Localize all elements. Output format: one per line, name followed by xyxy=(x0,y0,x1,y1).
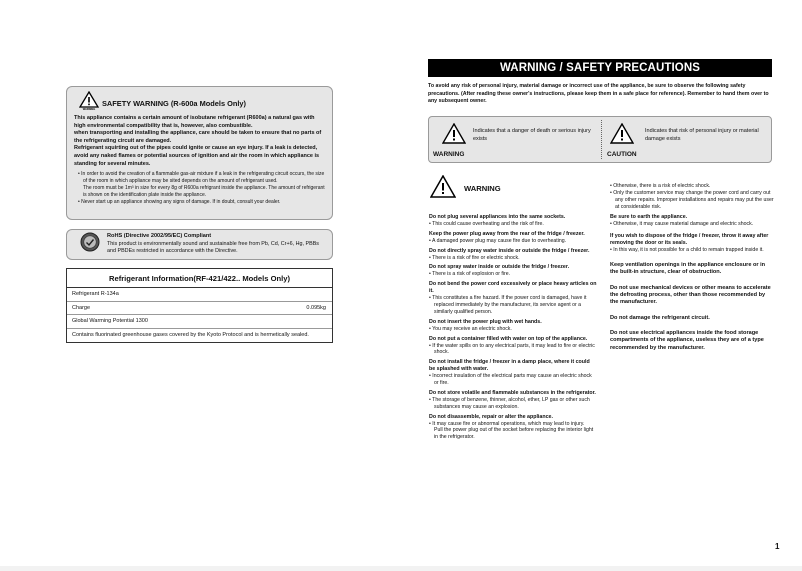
page-bottom-edge xyxy=(0,566,802,571)
warning-triangle-icon xyxy=(442,123,466,150)
rohs-seal-icon xyxy=(80,232,100,257)
intro-text: To avoid any risk of personal injury, material damage or incorrect use of the appliance, be sure to observe the following safety precautions. (After reading these owner's instructions, please keep them in a safe place for reference). Remember to hand them over to any subsequent owner. xyxy=(428,83,769,104)
warning-item: Do not bend the power cord excessively or place heavy articles on it. • This constitutes a fire hazard. If the power cord is damaged, have it replaced immediately by the manufacturer, its service agent or a similarly qualified person. xyxy=(429,281,597,315)
bullet-item: • In this way, it is not possible for a child to remain trapped inside it. xyxy=(610,247,764,254)
rohs-box xyxy=(66,229,333,260)
table-row: Contains fluorinated greenhouse gases covered by the Kyoto Protocol and is hermetically sealed. xyxy=(72,332,309,339)
warning-item-heading: Do not use mechanical devices or other means to accelerate the defrosting process, other than those recommended by the manufacturer. xyxy=(610,284,771,306)
warning-icon-caption: WARNING xyxy=(82,107,96,110)
warning-item: Keep the power plug away from the rear of the fridge / freezer. • A damaged power plug may cause fire due to overheating. xyxy=(429,230,585,244)
table-row: Charge 0.095kg xyxy=(67,302,332,316)
warning-item: Do not install the fridge / freezer in a damp place, where it could be splashed with water. • Incorrect insulation of the electrical parts may cause an electric shock or fire. xyxy=(429,359,592,387)
paragraph: This appliance contains a certain amount of isobutane refrigerant (R600a) a natural gas with high environmental compatibility that is, however, also combustible. xyxy=(74,115,315,129)
bullet-item: • Only the customer service may change the power cord and carry out any other repairs. Improper installations and repairs may put the user at considerable risk. xyxy=(610,189,774,210)
warning-item: Do not disassemble, repair or alter the appliance. • It may cause fire or abnormal operations, which may lead to injury. Pull the power plug out of the socket before replacing the interior light in the refrigerator. xyxy=(429,413,594,441)
bullet-continuation: The room must be 1m³ in size for every 8g of R600a refrigrant inside the appliance. The amount of refrigerant is shown on the identification plate inside the appliance. xyxy=(83,184,325,198)
page-number: 1 xyxy=(775,542,780,551)
warning-item-heading: If you wish to dispose of the fridge / freezer, throw it away after removing the door or its seals. xyxy=(610,233,769,247)
rohs-title: RoHS (Directive 2002/95/EC) Compliant xyxy=(107,233,212,240)
warning-section-heading xyxy=(430,175,501,201)
warning-item: Do not put a container filled with water on top of the appliance. • If the water spills on to any electrical parts, it may lead to fire or electric shock. xyxy=(429,335,595,356)
charge-value: 0.095kg xyxy=(306,304,326,311)
safety-warning-title: SAFETY WARNING (R-600a Models Only) xyxy=(102,98,247,108)
warning-item: Do not store volatile and flammable substances in the refrigerator. • The storage of benzene, thinner, alcohol, ether, LP gas or other such substances may cause an explosion. xyxy=(429,389,596,410)
warning-triangle-icon xyxy=(430,175,456,201)
warning-description: Indicates that a danger of death or serious injury exists xyxy=(473,128,591,142)
warning-item: Do not spray water inside or outside the fridge / freezer. • There is a risk of explosion or fire. xyxy=(429,264,570,278)
warning-item-heading: Do not damage the refrigerant circuit. xyxy=(610,314,710,321)
safety-warning-text xyxy=(74,115,325,168)
refrigerant-info-table xyxy=(66,268,333,343)
warning-item: Do not plug several appliances into the same sockets. • This could cause overheating and the risk of fire. xyxy=(429,214,566,227)
legend-divider xyxy=(601,120,602,159)
warning-item: Do not directly spray water inside or outside the fridge / freezer. • There is a risk of fire or electric shock. xyxy=(429,247,590,261)
caution-description: Indicates that risk of personal injury or material damage exists xyxy=(645,128,759,142)
paragraph: Refrigerant squirting out of the pipes could ignite or cause an eye injury. If a leak is detected, avoid any naked flames or potential sources of ignition and air the room in which appliance is standing for several minutes. xyxy=(74,145,320,167)
rohs-text xyxy=(107,233,326,255)
bullet-item: • Never start up an appliance showing any signs of damage. If in doubt, consult your dealer. xyxy=(78,198,281,205)
warning-label: WARNING xyxy=(433,151,465,158)
bullet-item: • Otherwise, there is a risk of electric shock. xyxy=(610,183,711,189)
rohs-description: This product is environmentally sound and sustainable free from Pb, Cd, Cr+6, Hg, PBBs and PBDEs restricted in accordance with the Directive. xyxy=(107,240,319,255)
page-title-banner: WARNING / SAFETY PRECAUTIONS xyxy=(428,59,772,77)
safety-warning-header xyxy=(79,92,325,114)
caution-triangle-icon xyxy=(610,123,634,150)
bullet-item: • In order to avoid the creation of a flammable gas-air mixture if a leak in the refrigerating circuit occurs, the size of the room in which appliance may be sited depends on the amount of refrigerant used. xyxy=(78,171,325,185)
table-row: Global Warming Potential 1300 xyxy=(67,315,332,329)
warnings-column-left xyxy=(429,211,597,441)
symbol-legend xyxy=(428,116,772,163)
warning-item-heading: Keep ventilation openings in the appliance enclosure or in the built-in structure, clear of obstruction. xyxy=(610,262,766,276)
paragraph: when transporting and installing the appliance, care should be taken to ensure that no parts of the refrigerating circuit are damaged. xyxy=(74,130,322,144)
warnings-column-right xyxy=(610,183,774,352)
warning-item: Do not insert the power plug with wet hands. • You may receive an electric shock. xyxy=(429,318,542,332)
warning-triangle-icon xyxy=(79,91,99,115)
caution-label: CAUTION xyxy=(607,151,637,158)
safety-warning-box xyxy=(66,86,333,220)
warning-item-heading: Be sure to earth the appliance. xyxy=(610,213,688,220)
warning-item-heading: Do not use electrical appliances inside the food storage compartments of the appliance, useless they are of a type recommended by the manufacturer. xyxy=(610,329,764,351)
bullet-item: • Otherwise, it may cause material damage and electric shock. xyxy=(610,220,754,227)
refrigerant-table-title: Refrigerant Information(RF-421/422.. Models Only) xyxy=(67,269,332,288)
safety-warning-bullets xyxy=(78,171,325,206)
warning-heading-text: WARNING xyxy=(464,183,501,193)
table-row: Refrigerant R-134a xyxy=(67,288,332,302)
